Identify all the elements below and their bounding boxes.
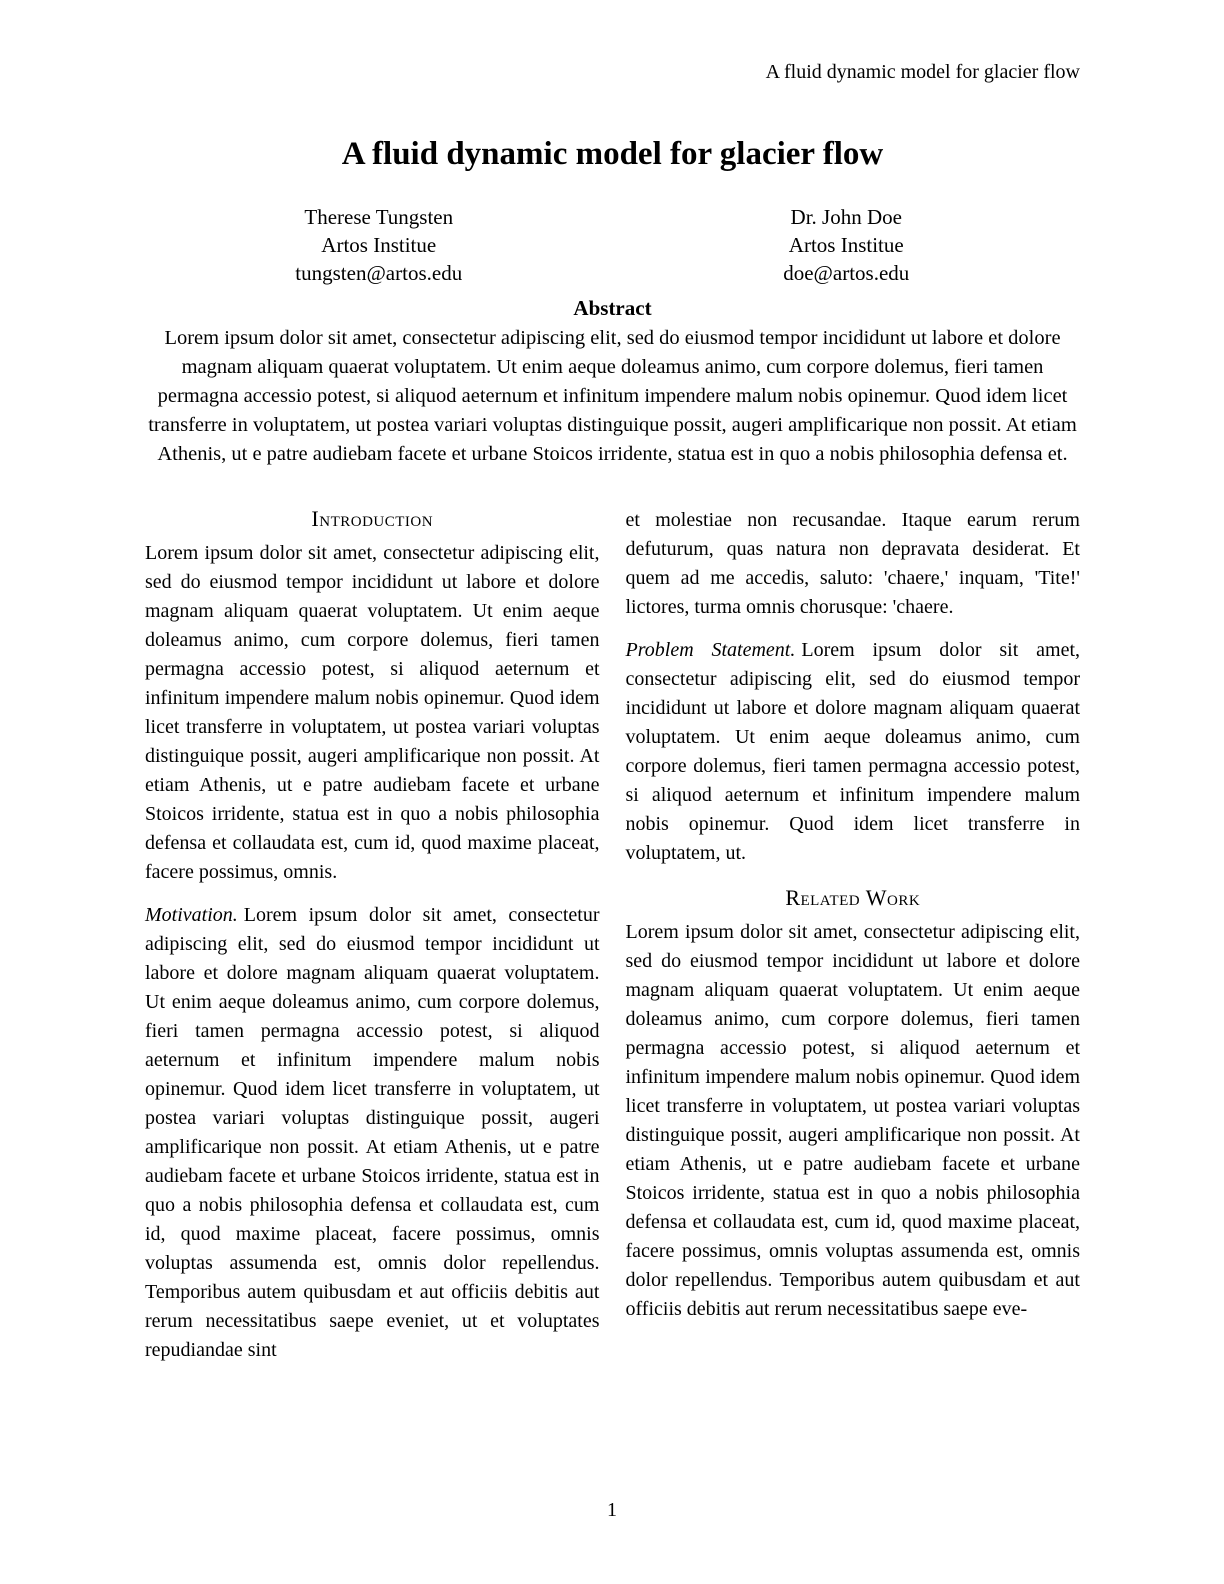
motivation-label: Motivation. [145, 904, 238, 926]
author-2 [613, 203, 1081, 287]
author-1-name: Therese Tungsten [304, 205, 454, 229]
paper-title: A fluid dynamic model for glacier flow [341, 136, 884, 172]
section-heading-related-work: Related Work [785, 885, 921, 910]
page-number: 1 [607, 1499, 617, 1521]
author-1 [145, 203, 613, 287]
section-heading-introduction: Introduction [311, 506, 434, 531]
abstract-text: Lorem ipsum dolor sit amet, consectetur adipiscing elit, sed do eiusmod tempor incididunt ut labore et dolore magnam aliquam quaerat voluptatem. Ut enim aeque doleamus animo, cum corpore dolemus, fieri tamen permagna accessio potest, si aliquod aeternum et infinitum impendere malum nobis opinemur. Quod idem licet transferre in voluptatem, ut postea variari voluptas distinguique possit, augeri amplificarique non possit. At etiam Athenis, ut e patre audiebam facete et urbane Stoicos irridente, statua est in quo a nobis philosophia defensa et. [148, 327, 1077, 465]
abstract-heading: Abstract [573, 296, 652, 320]
author-1-affiliation: Artos Institue [321, 233, 437, 257]
motivation-paragraph [145, 901, 600, 1365]
two-column-body [145, 506, 1080, 1365]
author-block [145, 203, 1080, 287]
motivation-paragraph-continued: et molestiae non recusandae. Itaque earum rerum defuturum, quas natura non depravata desiderat. Et quem ad me accedis, saluto: 'chaere,' inquam, 'Tite!' lictores, turma omnis chorusque: 'chaere. [625, 509, 1080, 618]
problem-statement-paragraph [626, 636, 1081, 868]
author-2-name: Dr. John Doe [790, 205, 902, 229]
author-2-affiliation: Artos Institue [788, 233, 904, 257]
introduction-paragraph: Lorem ipsum dolor sit amet, consectetur adipiscing elit, sed do eiusmod tempor incididunt ut labore et dolore magnam aliquam quaerat voluptatem. Ut enim aeque doleamus animo, cum corpore dolemus, fieri tamen permagna accessio potest, si aliquod aeternum et infinitum impendere malum nobis opinemur. Quod idem licet transferre in voluptatem, ut postea variari voluptas distinguique possit, augeri amplificarique non possit. At etiam Athenis, ut e patre audiebam facete et urbane Stoicos irridente, statua est in quo a nobis philosophia defensa et collaudata est, cum id, quod maxime placeat, facere possimus, omnis. [145, 542, 600, 883]
problem-statement-label: Problem Statement. [625, 639, 796, 661]
running-header: A fluid dynamic model for glacier flow [765, 61, 1080, 83]
problem-statement-text: Lorem ipsum dolor sit amet, consectetur adipiscing elit, sed do eiusmod tempor incididunt ut labore et dolore magnam aliquam quaerat voluptatem. Ut enim aeque doleamus animo, cum corpore dolemus, fieri tamen permagna accessio potest, si aliquod aeternum et infinitum impendere malum nobis opinemur. Quod idem licet transferre in voluptatem, ut. [625, 639, 1080, 864]
left-column [145, 506, 600, 1365]
related-work-paragraph: Lorem ipsum dolor sit amet, consectetur adipiscing elit, sed do eiusmod tempor incididunt ut labore et dolore magnam aliquam quaerat voluptatem. Ut enim aeque doleamus animo, cum corpore dolemus, fieri tamen permagna accessio potest, si aliquod aeternum et infinitum impendere malum nobis opinemur. Quod idem licet transferre in voluptatem, ut postea variari voluptas distinguique possit, augeri amplificarique non possit. At etiam Athenis, ut e patre audiebam facete et urbane Stoicos irridente, statua est in quo a nobis philosophia defensa et collaudata est, cum id, quod maxime placeat, facere possimus, omnis voluptas assumenda est, omnis dolor repellendus. Temporibus autem quibusdam et aut officiis debitis aut rerum necessitatibus saepe eve- [625, 921, 1080, 1320]
author-2-email: doe@artos.edu [783, 261, 910, 285]
right-column [626, 506, 1081, 1365]
motivation-text: Lorem ipsum dolor sit amet, consectetur adipiscing elit, sed do eiusmod tempor incididunt ut labore et dolore magnam aliquam quaerat voluptatem. Ut enim aeque doleamus animo, cum corpore dolemus, fieri tamen permagna accessio potest, si aliquod aeternum et infinitum impendere malum nobis opinemur. Quod idem licet transferre in voluptatem, ut postea variari voluptas distinguique possit, augeri amplificarique non possit. At etiam Athenis, ut e patre audiebam facete et urbane Stoicos irridente, statua est in quo a nobis philosophia defensa et collaudata est, cum id, quod maxime placeat, facere possimus, omnis voluptas assumenda est, omnis dolor repellendus. Temporibus autem quibusdam et aut officiis debitis aut rerum necessitatibus saepe eveniet, ut et voluptates repudiandae sint [145, 904, 600, 1361]
author-1-email: tungsten@artos.edu [295, 261, 463, 285]
